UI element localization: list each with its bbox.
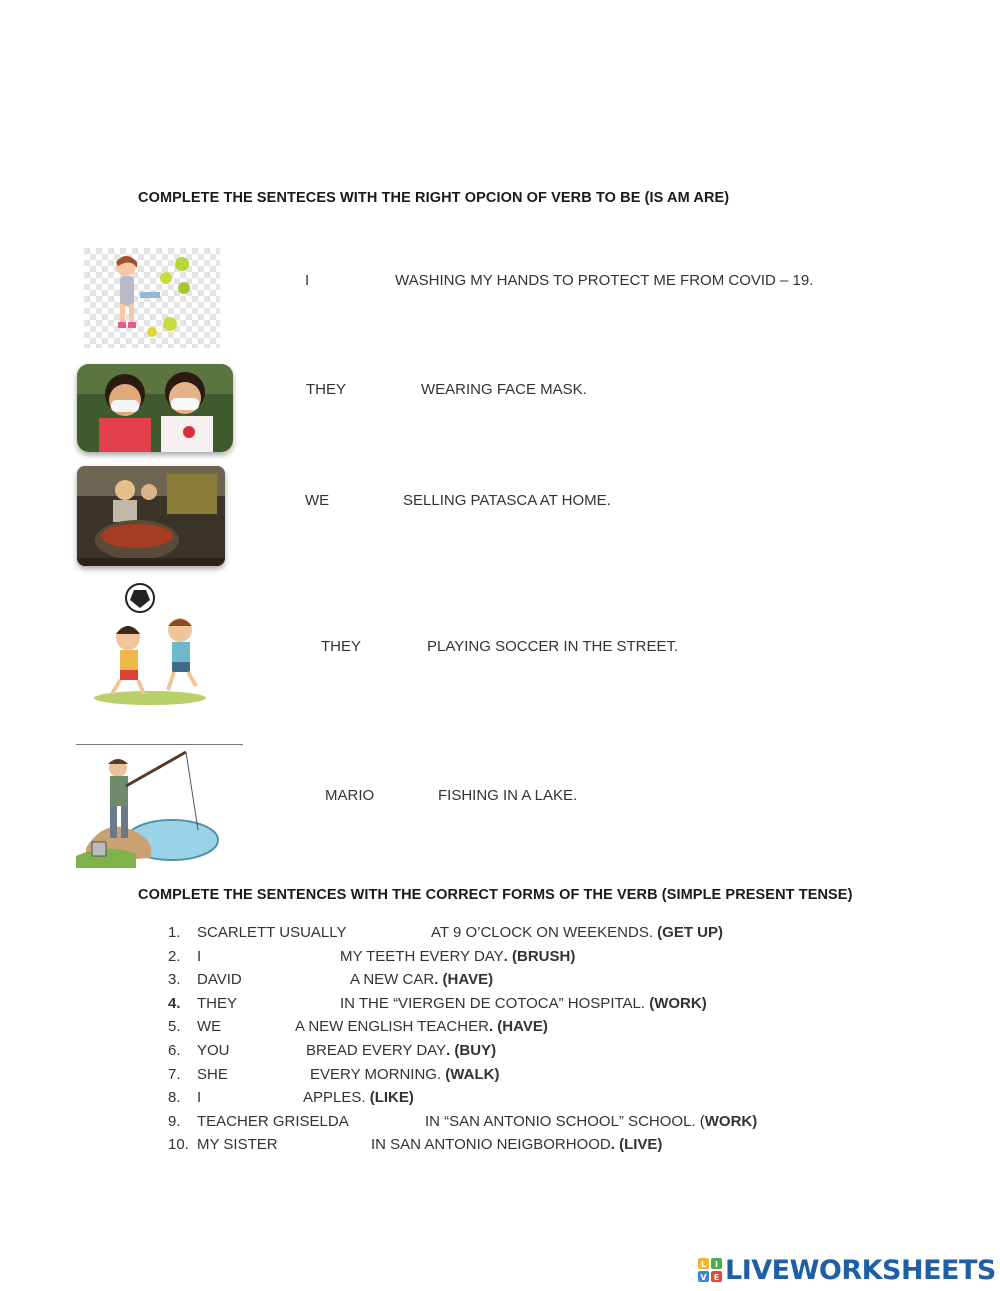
item-rest: AT 9 O’CLOCK ON WEEKENDS. [431, 924, 653, 941]
section1-row-1 [0, 272, 1000, 292]
section1-heading: COMPLETE THE SENTECES WITH THE RIGHT OPCION OF VERB TO BE (IS AM ARE) [138, 190, 730, 206]
logo-grid-icon [698, 1258, 722, 1282]
item-subject: TEACHER GRISELDA [197, 1112, 349, 1130]
item-number: 8. [168, 1089, 181, 1107]
man-fishing-image [76, 746, 222, 868]
row4-rest: PLAYING SOCCER IN THE STREET. [427, 638, 679, 655]
item-rest: BREAD EVERY DAY [306, 1041, 447, 1059]
logo-letter-v: V [700, 1273, 707, 1282]
picture-divider-line [76, 744, 243, 745]
section1-row-2 [0, 381, 1000, 401]
logo-letter-e: E [713, 1273, 720, 1282]
item-number: 7. [168, 1065, 181, 1083]
logo-letter-i: I [715, 1260, 718, 1269]
liveworksheets-logo[interactable] [698, 1256, 996, 1284]
section2-heading: COMPLETE THE SENTENCES WITH THE CORRECT FORMS OF THE VERB (SIMPLE PRESENT TENSE) [138, 887, 853, 903]
item-number: 6. [168, 1041, 181, 1059]
girls-face-mask-image [77, 364, 233, 452]
item-verb: . (LIVE) [610, 1136, 663, 1154]
item-verb: (GET UP) [653, 924, 723, 941]
section1-row-5 [0, 787, 1000, 807]
row1-subject: I [305, 272, 310, 289]
item-number: 3. [168, 971, 181, 989]
item-number: 5. [168, 1018, 181, 1036]
item-verb: . (BRUSH) [503, 947, 576, 965]
item-rest: MY TEETH EVERY DAY [340, 947, 504, 965]
item-verb: . (HAVE) [434, 971, 494, 989]
row3-subject: WE [305, 492, 330, 509]
section1-row-3 [0, 492, 1000, 512]
item-rest: IN SAN ANTONIO NEIGBORHOOD [371, 1136, 611, 1154]
item-rest: A NEW ENGLISH TEACHER [295, 1018, 489, 1036]
item-rest: APPLES. [303, 1089, 366, 1107]
item-number: 9. [168, 1112, 181, 1130]
row5-rest: FISHING IN A LAKE. [438, 787, 578, 804]
item-verb: . (BUY) [446, 1041, 497, 1059]
item-subject: YOU [197, 1041, 230, 1059]
item-subject: DAVID [197, 971, 242, 989]
item-verb: (LIKE) [365, 1089, 414, 1107]
item-subject: THEY [197, 994, 238, 1012]
selling-patasca-image [77, 466, 225, 566]
logo-text: LIVEWORKSHEETS [725, 1254, 996, 1286]
row5-subject: MARIO [325, 787, 375, 804]
item-subject: WE [197, 1018, 222, 1036]
item-rest: EVERY MORNING. [310, 1065, 442, 1083]
item-subject: I [197, 947, 202, 965]
item-number: 2. [168, 947, 181, 965]
item-number: 10. [168, 1136, 189, 1154]
item-subject: I [197, 1089, 202, 1107]
item-verb: (WORK) [645, 994, 707, 1012]
row4-subject: THEY [321, 638, 362, 655]
item-number: 4. [168, 994, 181, 1012]
section1-row-4 [0, 638, 1000, 658]
girl-washing-hands-image [84, 248, 220, 348]
row2-subject: THEY [306, 381, 347, 398]
item-rest: IN “SAN ANTONIO SCHOOL” SCHOOL. ( [425, 1112, 705, 1130]
item-subject: SHE [197, 1065, 228, 1083]
row3-rest: SELLING PATASCA AT HOME. [403, 492, 611, 509]
item-rest: IN THE “VIERGEN DE COTOCA” HOSPITAL. [340, 994, 646, 1012]
item-verb: . (HAVE) [488, 1018, 548, 1036]
item-subject: SCARLETT USUALLY [197, 924, 347, 941]
logo-letter-l: L [700, 1260, 707, 1269]
item-rest: A NEW CAR [350, 971, 435, 989]
row1-rest: WASHING MY HANDS TO PROTECT ME FROM COVID – 19. [395, 272, 814, 289]
item-verb: (WALK) [441, 1065, 500, 1083]
item-number: 1. [168, 924, 181, 941]
item-subject: MY SISTER [197, 1136, 278, 1154]
row2-rest: WEARING FACE MASK. [421, 381, 587, 398]
item-verb: WORK) [704, 1112, 758, 1130]
